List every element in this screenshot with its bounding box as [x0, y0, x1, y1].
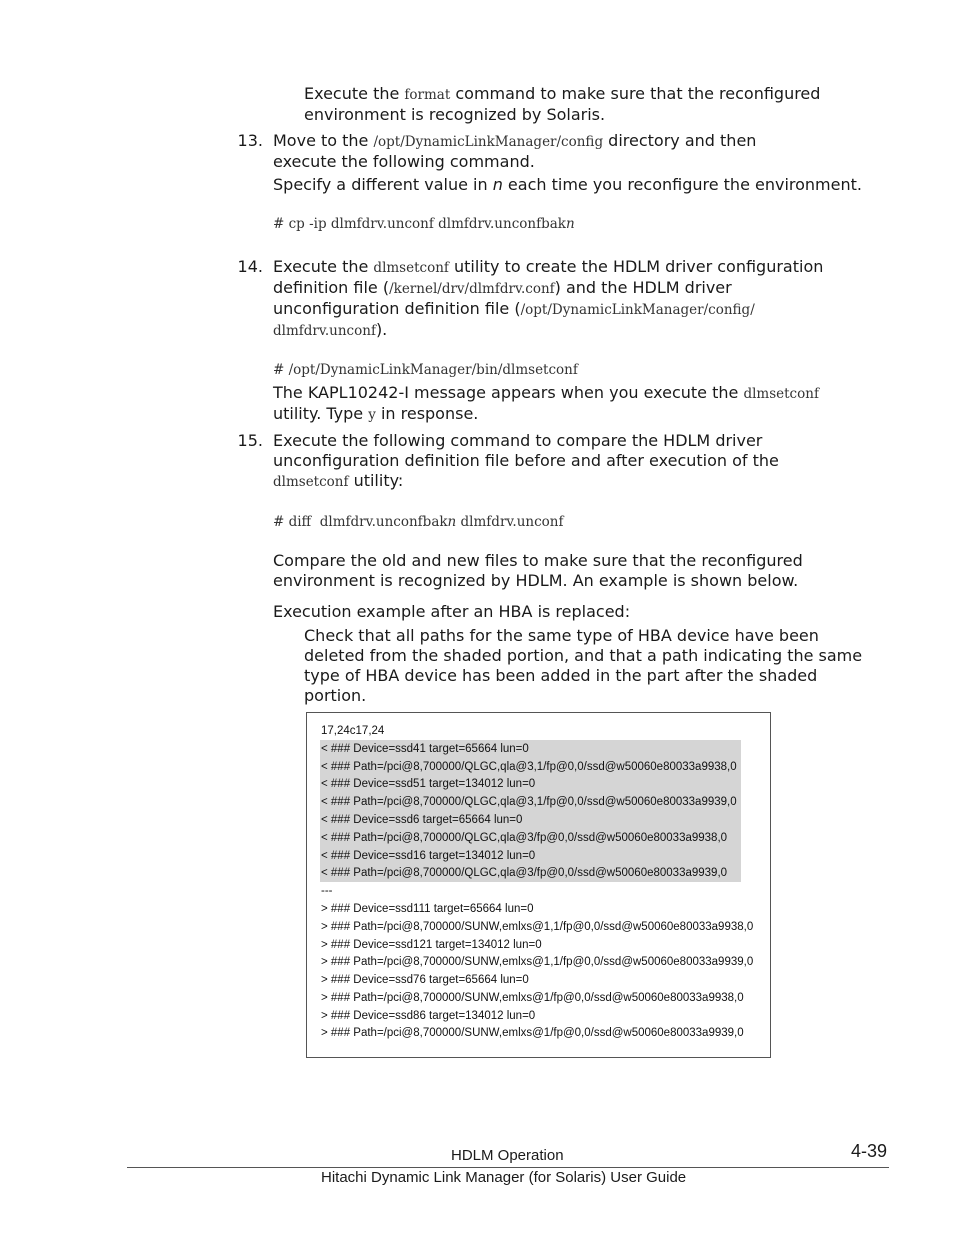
- diff-line: > ### Path=/pci@8,700000/SUNW,emlxs@1,1/fp@0,0/ssd@w50060e80033a9938,0: [321, 921, 754, 933]
- diff-line: < ### Device=ssd41 target=65664 lun=0: [321, 743, 529, 755]
- step-13-text: [273, 131, 756, 172]
- code-conf-path: /kernel/drv/dlmfdrv.conf: [389, 281, 555, 297]
- code-y: y: [368, 407, 376, 423]
- step-13-command: [273, 214, 575, 234]
- diff-line: > ### Device=ssd76 target=65664 lun=0: [321, 974, 529, 986]
- text: type of HBA device has been added in the part after the shaded: [304, 666, 818, 685]
- compare-paragraph: [273, 551, 803, 591]
- diff-line: < ### Path=/pci@8,700000/QLGC,qla@3/fp@0,0/ssd@w50060e80033a9938,0: [321, 832, 728, 844]
- diff-line: 17,24c17,24: [321, 725, 385, 737]
- footer-section: HDLM Operation: [451, 1147, 564, 1164]
- text: Specify a different value in: [273, 175, 493, 194]
- diff-line: > ### Path=/pci@8,700000/SUNW,emlxs@1,1/fp@0,0/ssd@w50060e80033a9939,0: [321, 956, 754, 968]
- diff-line: ---: [321, 885, 333, 897]
- diff-line: > ### Path=/pci@8,700000/SUNW,emlxs@1/fp@0,0/ssd@w50060e80033a9939,0: [321, 1027, 744, 1039]
- diff-output-image: [306, 712, 771, 1058]
- step-13-specify: [273, 175, 862, 195]
- step-14-message: [273, 383, 819, 425]
- diff-line: < ### Device=ssd51 target=134012 lun=0: [321, 778, 536, 790]
- text: deleted from the shaded portion, and that a path indicating the same: [304, 646, 863, 665]
- step-14-text: [273, 257, 823, 341]
- text: each time you reconfigure the environment.: [502, 175, 862, 194]
- code-config-dir: /opt/DynamicLinkManager/config: [373, 134, 604, 150]
- code-dlmsetconf: dlmsetconf: [373, 260, 449, 276]
- text: ).: [375, 320, 388, 339]
- text: Execute the following command to compare the HDLM driver: [273, 431, 763, 450]
- step-14-command: # /opt/DynamicLinkManager/bin/dlmsetconf: [273, 362, 578, 378]
- step-number-13: 13.: [237, 131, 263, 150]
- diff-line: > ### Path=/pci@8,700000/SUNW,emlxs@1/fp@0,0/ssd@w50060e80033a9938,0: [321, 992, 744, 1004]
- text: unconfiguration definition file (: [273, 299, 521, 318]
- diff-line: < ### Path=/pci@8,700000/QLGC,qla@3,1/fp@0,0/ssd@w50060e80033a9938,0: [321, 761, 737, 773]
- text: environment is recognized by Solaris.: [304, 105, 606, 124]
- code-config-dir: /opt/DynamicLinkManager/config/: [520, 302, 755, 318]
- format-paragraph: [304, 84, 820, 125]
- text: ) and the HDLM driver: [554, 278, 732, 297]
- code-dlmsetconf: dlmsetconf: [273, 474, 349, 490]
- code: # cp -ip dlmfdrv.unconf dlmfdrv.unconfbak: [273, 216, 566, 232]
- text: unconfiguration definition file before and after execution of the: [273, 451, 779, 470]
- code-format: format: [404, 87, 451, 103]
- variable: n: [492, 175, 503, 194]
- diff-line: < ### Path=/pci@8,700000/QLGC,qla@3/fp@0,0/ssd@w50060e80033a9939,0: [321, 867, 728, 879]
- footer-guide-title: Hitachi Dynamic Link Manager (for Solaris) User Guide: [321, 1169, 687, 1186]
- step-15-command: [273, 512, 563, 532]
- text: execute the following command.: [273, 152, 535, 171]
- text: utility:: [348, 471, 404, 490]
- text: in response.: [375, 404, 479, 423]
- text: Execute the: [304, 84, 405, 103]
- step-number-14: 14.: [237, 257, 263, 276]
- text: command to make sure that the reconfigured: [450, 84, 821, 103]
- text: utility. Type: [273, 404, 369, 423]
- text: Check that all paths for the same type of HBA device have been: [304, 626, 819, 645]
- text: directory and then: [603, 131, 757, 150]
- check-paragraph: [304, 626, 862, 706]
- diff-line: > ### Device=ssd111 target=65664 lun=0: [321, 903, 534, 915]
- step-15-text: [273, 431, 779, 492]
- code: # diff dlmfdrv.unconfbak: [273, 514, 448, 530]
- page-number: 4-39: [851, 1141, 888, 1161]
- step-number-15: 15.: [237, 431, 263, 450]
- text: Move to the: [273, 131, 374, 150]
- code-dlmsetconf: dlmsetconf: [743, 386, 819, 402]
- diff-line: > ### Device=ssd121 target=134012 lun=0: [321, 939, 542, 951]
- diff-line: < ### Device=ssd16 target=134012 lun=0: [321, 850, 536, 862]
- text: portion.: [304, 686, 367, 705]
- diff-line: > ### Device=ssd86 target=134012 lun=0: [321, 1010, 536, 1022]
- text: Compare the old and new files to make sure that the reconfigured: [273, 551, 803, 570]
- variable: n: [565, 216, 575, 232]
- example-title: Execution example after an HBA is replaced:: [273, 602, 631, 621]
- code: dlmfdrv.unconf: [456, 514, 564, 530]
- text: Execute the: [273, 257, 374, 276]
- text: utility to create the HDLM driver configuration: [448, 257, 824, 276]
- text: environment is recognized by HDLM. An example is shown below.: [273, 571, 799, 590]
- diff-line: < ### Path=/pci@8,700000/QLGC,qla@3,1/fp@0,0/ssd@w50060e80033a9939,0: [321, 796, 737, 808]
- diff-line: < ### Device=ssd6 target=65664 lun=0: [321, 814, 523, 826]
- code-unconf-file: dlmfdrv.unconf: [273, 323, 376, 339]
- text: The KAPL10242-I message appears when you execute the: [273, 383, 744, 402]
- text: definition file (: [273, 278, 390, 297]
- variable: n: [447, 514, 457, 530]
